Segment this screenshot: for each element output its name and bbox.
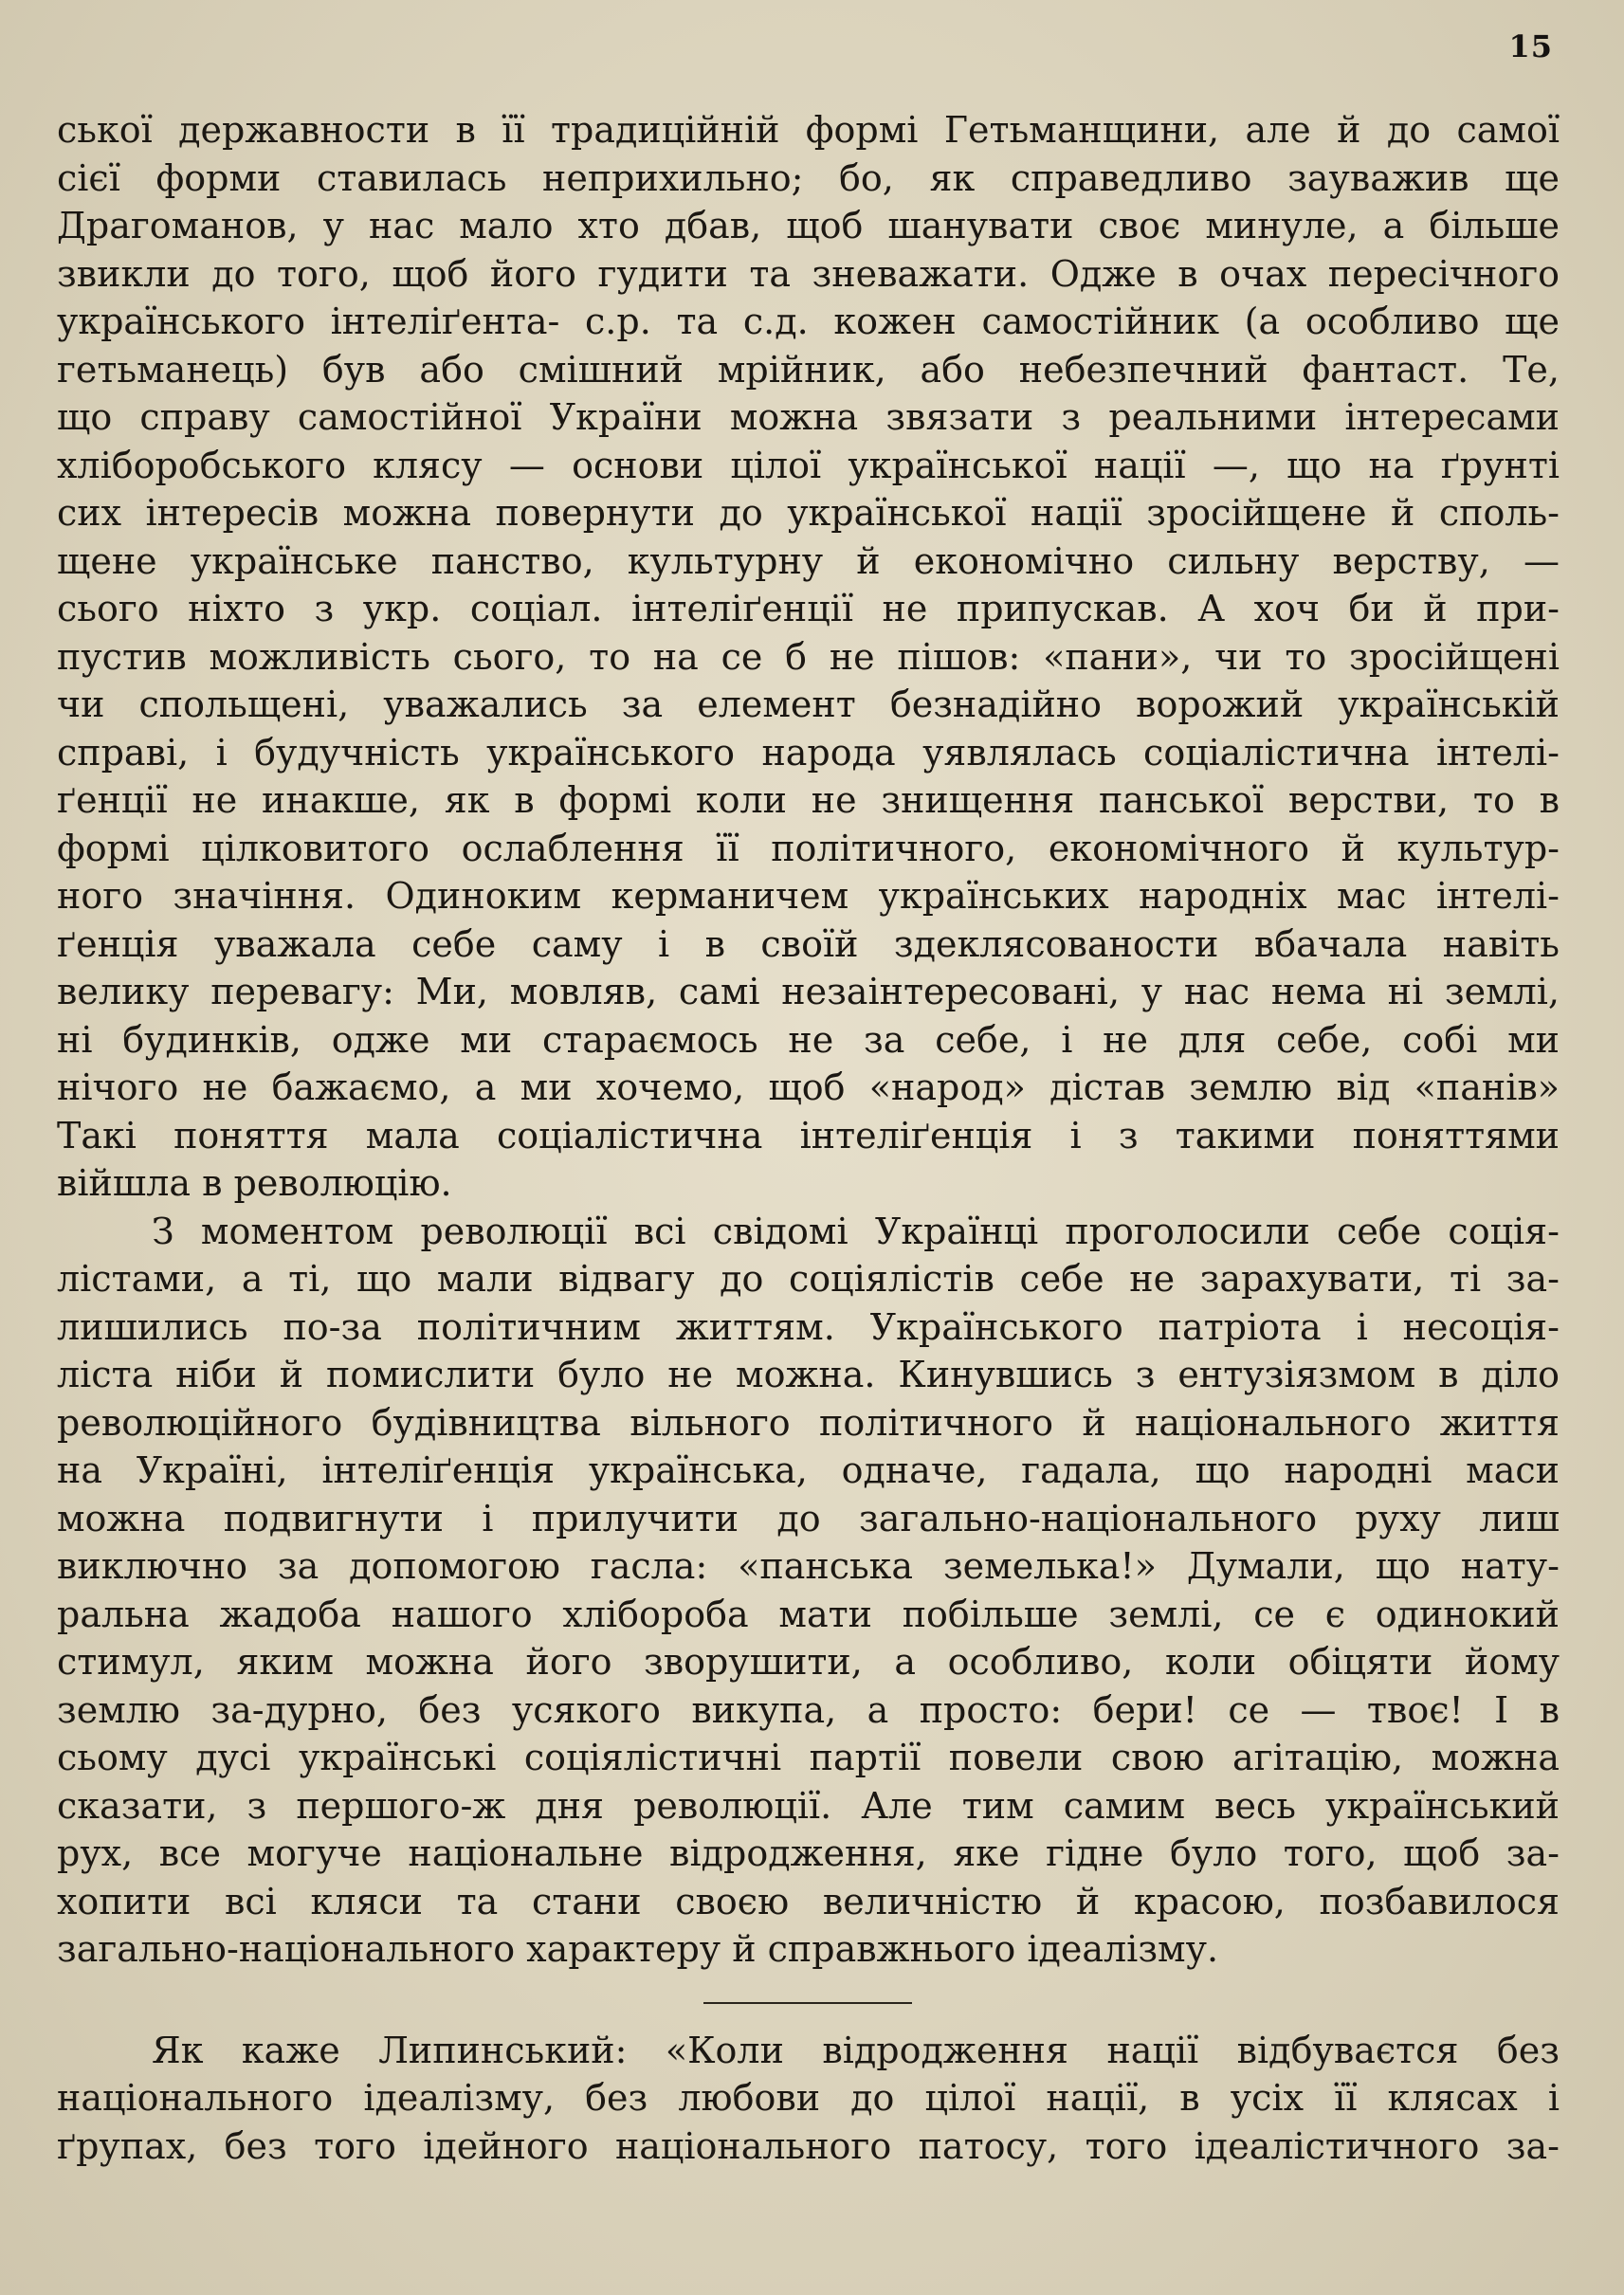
text-line: війшла в революцію. — [57, 1162, 452, 1204]
text-line: нічого не бажаємо, а ми хочемо, щоб «народ» дістав землю від «панів» — [57, 1066, 1560, 1108]
text-line: сьому дусі українські соціялістичні партії повели свою агітацію, можна — [57, 1737, 1560, 1778]
text-line: Драгоманов, у нас мало хто дбав, щоб шанувати своє минуле, а більше — [57, 205, 1560, 246]
paragraph-3 — [57, 2027, 1560, 2171]
text-line: чи спольщені, уважались за елемент безнадійно ворожий українській — [57, 683, 1560, 725]
text-line: гетьманець) був або смішний мрійник, або небезпечний фантаст. Те, — [57, 348, 1560, 391]
text-line: хопити всі кляси та стани своєю величністю й красою, позбавилося — [57, 1880, 1560, 1922]
text-line: справі, і будучність українського народа уявлялась соціалістична інтелі- — [57, 731, 1560, 774]
text-line: ні будинків, одже ми стараємось не за себе, і не для себе, собі ми — [57, 1018, 1560, 1061]
page-number: 15 — [1508, 28, 1553, 64]
text-line: виключно за допомогою гасла: «панська земелька!» Думали, що нату- — [57, 1545, 1560, 1587]
text-line: сих інтересів можна повернути до української нації зросійщене й споль- — [57, 492, 1560, 534]
text-line: рух, все могуче національне відродження, яке гідне було того, щоб за- — [57, 1832, 1560, 1874]
section-divider — [57, 1974, 1560, 2027]
text-line: формі цілковитого ослаблення її політичного, економічного й культур- — [57, 827, 1560, 869]
text-line: хліборобського клясу — основи цілої української нації —, що на ґрунті — [57, 444, 1560, 486]
text-line: можна подвигнути і прилучити до загально-національного руху лиш — [57, 1497, 1560, 1539]
text-line: ської державности в її традиційній формі Гетьманщини, але й до самої — [57, 109, 1560, 151]
text-line: ліста ніби й помислити було не можна. Кинувшись з ентузіязмом в діло — [57, 1354, 1560, 1395]
paragraph-2 — [57, 1208, 1560, 1974]
text-line: ного значіння. Одиноким керманичем українських народніх мас інтелі- — [57, 875, 1560, 917]
text-line: ґрупах, без того ідейного національного патосу, того ідеалістичного за- — [57, 2124, 1560, 2167]
text-line: сієї форми ставилась неприхильно; бо, як справедливо зауважив ще — [57, 156, 1560, 199]
text-line: щене українське панство, культурну й економічно сильну верству, — — [57, 539, 1560, 582]
text-line: стимул, яким можна його зворушити, а особливо, коли обіцяти йому — [57, 1641, 1560, 1683]
text-line: землю за-дурно, без усякого викупа, а просто: бери! се — твоє! І в — [57, 1688, 1560, 1731]
text-line: національного ідеалізму, без любови до цілої нації, в усіх її клясах і — [57, 2077, 1560, 2119]
text-line: українського інтеліґента- с.р. та с.д. кожен самостійник (а особливо ще — [57, 301, 1560, 342]
text-line: звикли до того, щоб його гудити та зневажати. Одже в очах пересічного — [57, 252, 1560, 295]
text-line: ральна жадоба нашого хлібороба мати побільше землі, се є одинокий — [57, 1593, 1560, 1635]
text-line: Як каже Липинський: «Коли відродження нації відбуваєтся без — [152, 2029, 1560, 2071]
text-line: сього ніхто з укр. соціал. інтеліґенції не припускав. А хоч би й при- — [57, 588, 1560, 629]
text-line: загально-національного характеру й справжнього ідеалізму. — [57, 1928, 1219, 1970]
text-line: ґенція уважала себе саму і в своїй здеклясованости вбачала навіть — [57, 922, 1560, 965]
text-line: лістами, а ті, що мали відвагу до соціялістів себе не зарахувати, ті за- — [57, 1258, 1560, 1300]
text-line: велику перевагу: Ми, мовляв, самі незаінтересовані, у нас нема ні землі, — [57, 971, 1560, 1012]
text-line: що справу самостійної України можна звязати з реальними інтересами — [57, 396, 1560, 438]
text-line: ґенції не инакше, як в формі коли не знищення панської верстви, то в — [57, 779, 1560, 821]
text-line: З моментом революції всі свідомі Українці проголосили себе соція- — [152, 1210, 1560, 1252]
text-line: Такі поняття мала соціалістична інтеліґенція і з такими поняттями — [57, 1114, 1560, 1157]
text-line: сказати, з першого-ж дня революції. Але тим самим весь український — [57, 1784, 1560, 1827]
body-text — [57, 106, 1560, 2170]
text-line: пустив можливість сього, то на се б не пішов: «пани», чи то зросійщені — [57, 635, 1560, 678]
text-line: лишились по-за політичним життям. Українського патріота і несоція- — [57, 1305, 1560, 1348]
text-line: на Україні, інтеліґенція українська, одначе, гадала, що народні маси — [57, 1449, 1560, 1491]
paragraph-1 — [57, 106, 1560, 1208]
text-line: революційного будівництва вільного політичного й національного життя — [57, 1401, 1560, 1444]
